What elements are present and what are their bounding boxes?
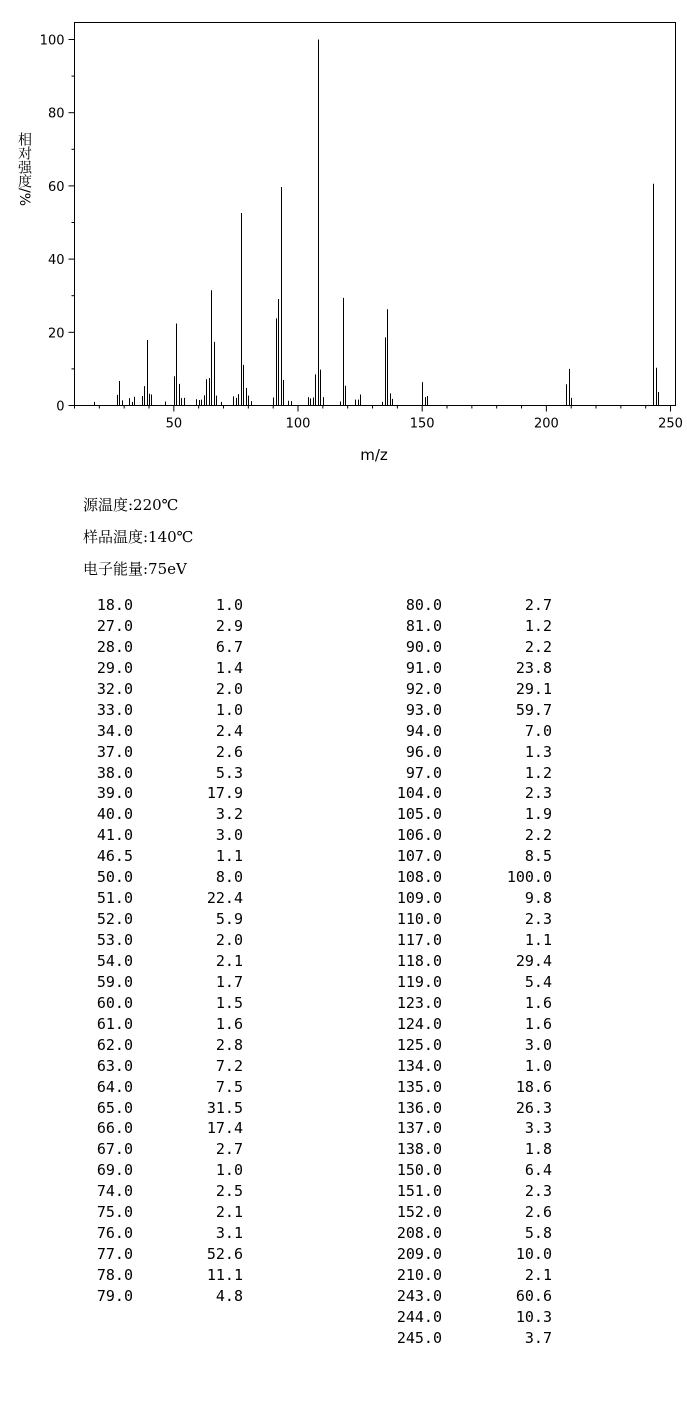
intensity-value: 6.4: [524, 1161, 552, 1180]
table-row: [340, 679, 570, 700]
intensity-value: 5.8: [524, 1224, 552, 1243]
intensity-value: 7.0: [524, 721, 552, 740]
intensity-value: 1.1: [215, 847, 243, 866]
table-row: [0, 867, 260, 888]
table-row: [340, 1286, 570, 1307]
mass-spectrum-chart: [0, 0, 687, 470]
table-row: [340, 930, 570, 951]
mz-value: 78.0: [96, 1266, 133, 1284]
mz-value: 210.0: [396, 1266, 442, 1284]
intensity-value: 2.3: [524, 1182, 552, 1201]
y-tick-label: 20: [47, 326, 65, 342]
mz-value: 96.0: [405, 742, 442, 761]
intensity-value: 18.6: [515, 1077, 552, 1096]
intensity-value: 2.6: [215, 742, 243, 761]
intensity-value: 3.2: [215, 805, 243, 824]
mz-value: 119.0: [396, 972, 442, 991]
intensity-value: 23.8: [515, 658, 552, 677]
intensity-value: 26.3: [515, 1098, 552, 1117]
source-temperature: 源温度:220℃: [83, 496, 179, 514]
mz-value: 80.0: [405, 596, 442, 614]
intensity-value: 1.0: [215, 700, 243, 719]
intensity-value: 1.2: [524, 763, 552, 782]
mz-value: 77.0: [96, 1245, 133, 1264]
intensity-value: 1.3: [524, 742, 552, 761]
table-row: [0, 951, 260, 972]
mz-value: 90.0: [405, 637, 442, 656]
mz-value: 138.0: [396, 1140, 442, 1159]
table-row: [340, 1328, 570, 1349]
intensity-value: 1.5: [215, 993, 243, 1012]
intensity-value: 1.9: [524, 805, 552, 824]
plot-frame: [75, 23, 676, 406]
intensity-value: 1.7: [215, 972, 243, 991]
intensity-value: 1.6: [524, 1014, 552, 1033]
intensity-value: 1.0: [215, 596, 243, 614]
mz-value: 243.0: [396, 1286, 442, 1305]
intensity-value: 2.2: [524, 637, 552, 656]
intensity-value: 2.7: [215, 1140, 243, 1159]
mz-value: 123.0: [396, 993, 442, 1012]
table-row: [340, 658, 570, 679]
table-row: [0, 888, 260, 909]
mz-value: 41.0: [96, 826, 133, 845]
intensity-value: 10.0: [515, 1245, 552, 1264]
table-row: [340, 888, 570, 909]
sample-temperature: 样品温度:140℃: [83, 528, 194, 546]
peak-table-left: [0, 595, 260, 1307]
mz-value: 92.0: [405, 679, 442, 698]
mz-value: 65.0: [96, 1098, 133, 1117]
mz-value: 110.0: [396, 910, 442, 929]
table-row: [0, 1265, 260, 1286]
table-row: [340, 783, 570, 804]
mz-value: 38.0: [96, 763, 133, 782]
table-row: [340, 1035, 570, 1056]
table-row: [0, 1244, 260, 1265]
mz-value: 67.0: [96, 1140, 133, 1159]
mz-value: 93.0: [405, 700, 442, 719]
table-row: [340, 637, 570, 658]
intensity-value: 8.0: [215, 868, 243, 887]
mz-value: 54.0: [96, 951, 133, 970]
table-row: [0, 972, 260, 993]
intensity-value: 5.9: [215, 910, 243, 929]
y-tick-label: 60: [47, 179, 65, 195]
table-row: [0, 637, 260, 658]
table-row: [0, 658, 260, 679]
mz-value: 62.0: [96, 1035, 133, 1054]
x-tick-label: 250: [658, 416, 683, 432]
mz-value: 136.0: [396, 1098, 442, 1117]
mz-value: 60.0: [96, 993, 133, 1012]
intensity-value: 1.6: [215, 1014, 243, 1033]
table-row: [0, 595, 260, 616]
intensity-value: 10.3: [515, 1307, 552, 1326]
intensity-value: 1.0: [524, 1056, 552, 1075]
table-row: [0, 1181, 260, 1202]
mz-value: 29.0: [96, 658, 133, 677]
intensity-value: 2.1: [524, 1266, 552, 1284]
table-row: [0, 763, 260, 784]
peak-table-right: [340, 595, 570, 1349]
x-tick-label: 50: [165, 416, 183, 432]
table-row: [0, 1286, 260, 1307]
intensity-value: 7.5: [215, 1077, 243, 1096]
table-row: [340, 825, 570, 846]
table-row: [0, 783, 260, 804]
intensity-value: 7.2: [215, 1056, 243, 1075]
intensity-value: 60.6: [515, 1286, 552, 1305]
table-row: [340, 700, 570, 721]
table-row: [340, 721, 570, 742]
table-row: [0, 721, 260, 742]
y-tick-label: 40: [47, 253, 65, 269]
table-row: [340, 846, 570, 867]
y-tick-label: 0: [56, 399, 65, 415]
peak-bars: [95, 40, 659, 406]
mz-value: 106.0: [396, 826, 442, 845]
mz-value: 59.0: [96, 972, 133, 991]
intensity-value: 59.7: [515, 700, 552, 719]
intensity-value: 2.9: [215, 616, 243, 635]
intensity-value: 5.3: [215, 763, 243, 782]
table-row: [340, 742, 570, 763]
table-row: [0, 1223, 260, 1244]
table-row: [0, 1056, 260, 1077]
table-row: [340, 1077, 570, 1098]
mz-value: 63.0: [96, 1056, 133, 1075]
intensity-value: 2.5: [215, 1182, 243, 1201]
table-row: [340, 1014, 570, 1035]
table-row: [0, 1035, 260, 1056]
mz-value: 33.0: [96, 700, 133, 719]
intensity-value: 2.2: [524, 826, 552, 845]
y-tick-label: 100: [39, 33, 65, 49]
mz-value: 18.0: [96, 596, 133, 614]
intensity-value: 2.0: [215, 679, 243, 698]
mz-value: 40.0: [96, 805, 133, 824]
table-row: [0, 1160, 260, 1181]
table-row: [340, 1223, 570, 1244]
table-row: [340, 1265, 570, 1286]
intensity-value: 5.4: [524, 972, 552, 991]
intensity-value: 8.5: [524, 847, 552, 866]
intensity-value: 2.8: [215, 1035, 243, 1054]
electron-energy: 电子能量:75eV: [83, 560, 187, 578]
mz-value: 117.0: [396, 931, 442, 949]
table-row: [0, 1098, 260, 1119]
table-row: [340, 595, 570, 616]
mz-value: 209.0: [396, 1245, 442, 1264]
table-row: [0, 825, 260, 846]
mz-value: 105.0: [396, 805, 442, 824]
table-row: [340, 1307, 570, 1328]
intensity-value: 29.4: [515, 951, 552, 970]
mz-value: 150.0: [396, 1161, 442, 1180]
intensity-value: 3.0: [215, 826, 243, 845]
mz-value: 64.0: [96, 1077, 133, 1096]
x-tick-label: 150: [409, 416, 435, 432]
table-row: [340, 1098, 570, 1119]
mz-value: 134.0: [396, 1056, 442, 1075]
table-row: [0, 742, 260, 763]
mz-value: 137.0: [396, 1119, 442, 1138]
mz-value: 109.0: [396, 889, 442, 908]
mz-value: 53.0: [96, 931, 133, 949]
table-row: [340, 763, 570, 784]
mz-value: 91.0: [405, 658, 442, 677]
mz-value: 79.0: [96, 1286, 133, 1305]
intensity-value: 4.8: [215, 1286, 243, 1305]
table-row: [340, 804, 570, 825]
table-row: [340, 1139, 570, 1160]
y-axis-label: 相对强度/%: [16, 132, 32, 207]
intensity-value: 2.1: [215, 951, 243, 970]
intensity-value: 2.6: [524, 1203, 552, 1222]
mz-value: 104.0: [396, 784, 442, 803]
table-row: [340, 1181, 570, 1202]
intensity-value: 1.8: [524, 1140, 552, 1159]
mz-value: 118.0: [396, 951, 442, 970]
table-row: [340, 616, 570, 637]
mz-value: 125.0: [396, 1035, 442, 1054]
intensity-value: 52.6: [206, 1245, 243, 1264]
table-row: [0, 1202, 260, 1223]
table-row: [0, 679, 260, 700]
mz-value: 124.0: [396, 1014, 442, 1033]
intensity-value: 1.2: [524, 616, 552, 635]
mz-value: 46.5: [96, 847, 133, 866]
x-tick-label: 200: [533, 416, 559, 432]
table-row: [0, 1118, 260, 1139]
intensity-value: 31.5: [206, 1098, 243, 1117]
intensity-value: 3.7: [524, 1328, 552, 1347]
mz-value: 61.0: [96, 1014, 133, 1033]
table-row: [340, 1202, 570, 1223]
table-row: [340, 1056, 570, 1077]
table-row: [340, 1244, 570, 1265]
mz-value: 245.0: [396, 1328, 442, 1347]
y-tick-label: 80: [47, 106, 65, 122]
intensity-value: 11.1: [206, 1266, 243, 1284]
x-tick-label: 100: [285, 416, 311, 432]
intensity-value: 6.7: [215, 637, 243, 656]
mz-value: 50.0: [96, 868, 133, 887]
intensity-value: 2.0: [215, 931, 243, 949]
mz-value: 69.0: [96, 1161, 133, 1180]
table-row: [0, 993, 260, 1014]
intensity-value: 3.1: [215, 1224, 243, 1243]
intensity-value: 2.3: [524, 910, 552, 929]
table-row: [340, 951, 570, 972]
mz-value: 39.0: [96, 784, 133, 803]
y-axis-ticks: [40, 34, 75, 415]
mz-value: 37.0: [96, 742, 133, 761]
mz-value: 94.0: [405, 721, 442, 740]
mz-value: 75.0: [96, 1203, 133, 1222]
x-axis-label: m/z: [360, 446, 388, 464]
intensity-value: 3.3: [524, 1119, 552, 1138]
x-axis-ticks: [75, 406, 683, 432]
table-row: [0, 700, 260, 721]
intensity-value: 1.1: [524, 931, 552, 949]
table-row: [340, 909, 570, 930]
table-row: [340, 1160, 570, 1181]
mz-value: 97.0: [405, 763, 442, 782]
intensity-value: 17.4: [206, 1119, 243, 1138]
mz-value: 76.0: [96, 1224, 133, 1243]
table-row: [0, 930, 260, 951]
intensity-value: 2.3: [524, 784, 552, 803]
table-row: [340, 993, 570, 1014]
intensity-value: 2.4: [215, 721, 243, 740]
mz-value: 28.0: [96, 637, 133, 656]
intensity-value: 1.4: [215, 658, 243, 677]
intensity-value: 1.6: [524, 993, 552, 1012]
mz-value: 32.0: [96, 679, 133, 698]
mz-value: 208.0: [396, 1224, 442, 1243]
mz-value: 151.0: [396, 1182, 442, 1201]
table-row: [0, 804, 260, 825]
mz-value: 27.0: [96, 616, 133, 635]
intensity-value: 29.1: [515, 679, 552, 698]
intensity-value: 1.0: [215, 1161, 243, 1180]
intensity-value: 2.7: [524, 596, 552, 614]
mz-value: 81.0: [405, 616, 442, 635]
mz-value: 52.0: [96, 910, 133, 929]
intensity-value: 3.0: [524, 1035, 552, 1054]
mz-value: 51.0: [96, 889, 133, 908]
mz-value: 152.0: [396, 1203, 442, 1222]
table-row: [0, 909, 260, 930]
intensity-value: 9.8: [524, 889, 552, 908]
table-row: [340, 867, 570, 888]
table-row: [340, 1118, 570, 1139]
table-row: [0, 1077, 260, 1098]
intensity-value: 2.1: [215, 1203, 243, 1222]
table-row: [0, 1014, 260, 1035]
mz-value: 34.0: [96, 721, 133, 740]
mz-value: 108.0: [396, 868, 442, 887]
intensity-value: 17.9: [206, 784, 243, 803]
mz-value: 244.0: [396, 1307, 442, 1326]
table-row: [0, 846, 260, 867]
mz-value: 66.0: [96, 1119, 133, 1138]
intensity-value: 22.4: [206, 889, 243, 908]
table-row: [340, 972, 570, 993]
table-row: [0, 616, 260, 637]
intensity-value: 100.0: [506, 868, 552, 887]
mz-value: 135.0: [396, 1077, 442, 1096]
mz-value: 74.0: [96, 1182, 133, 1201]
table-row: [0, 1139, 260, 1160]
mz-value: 107.0: [396, 847, 442, 866]
